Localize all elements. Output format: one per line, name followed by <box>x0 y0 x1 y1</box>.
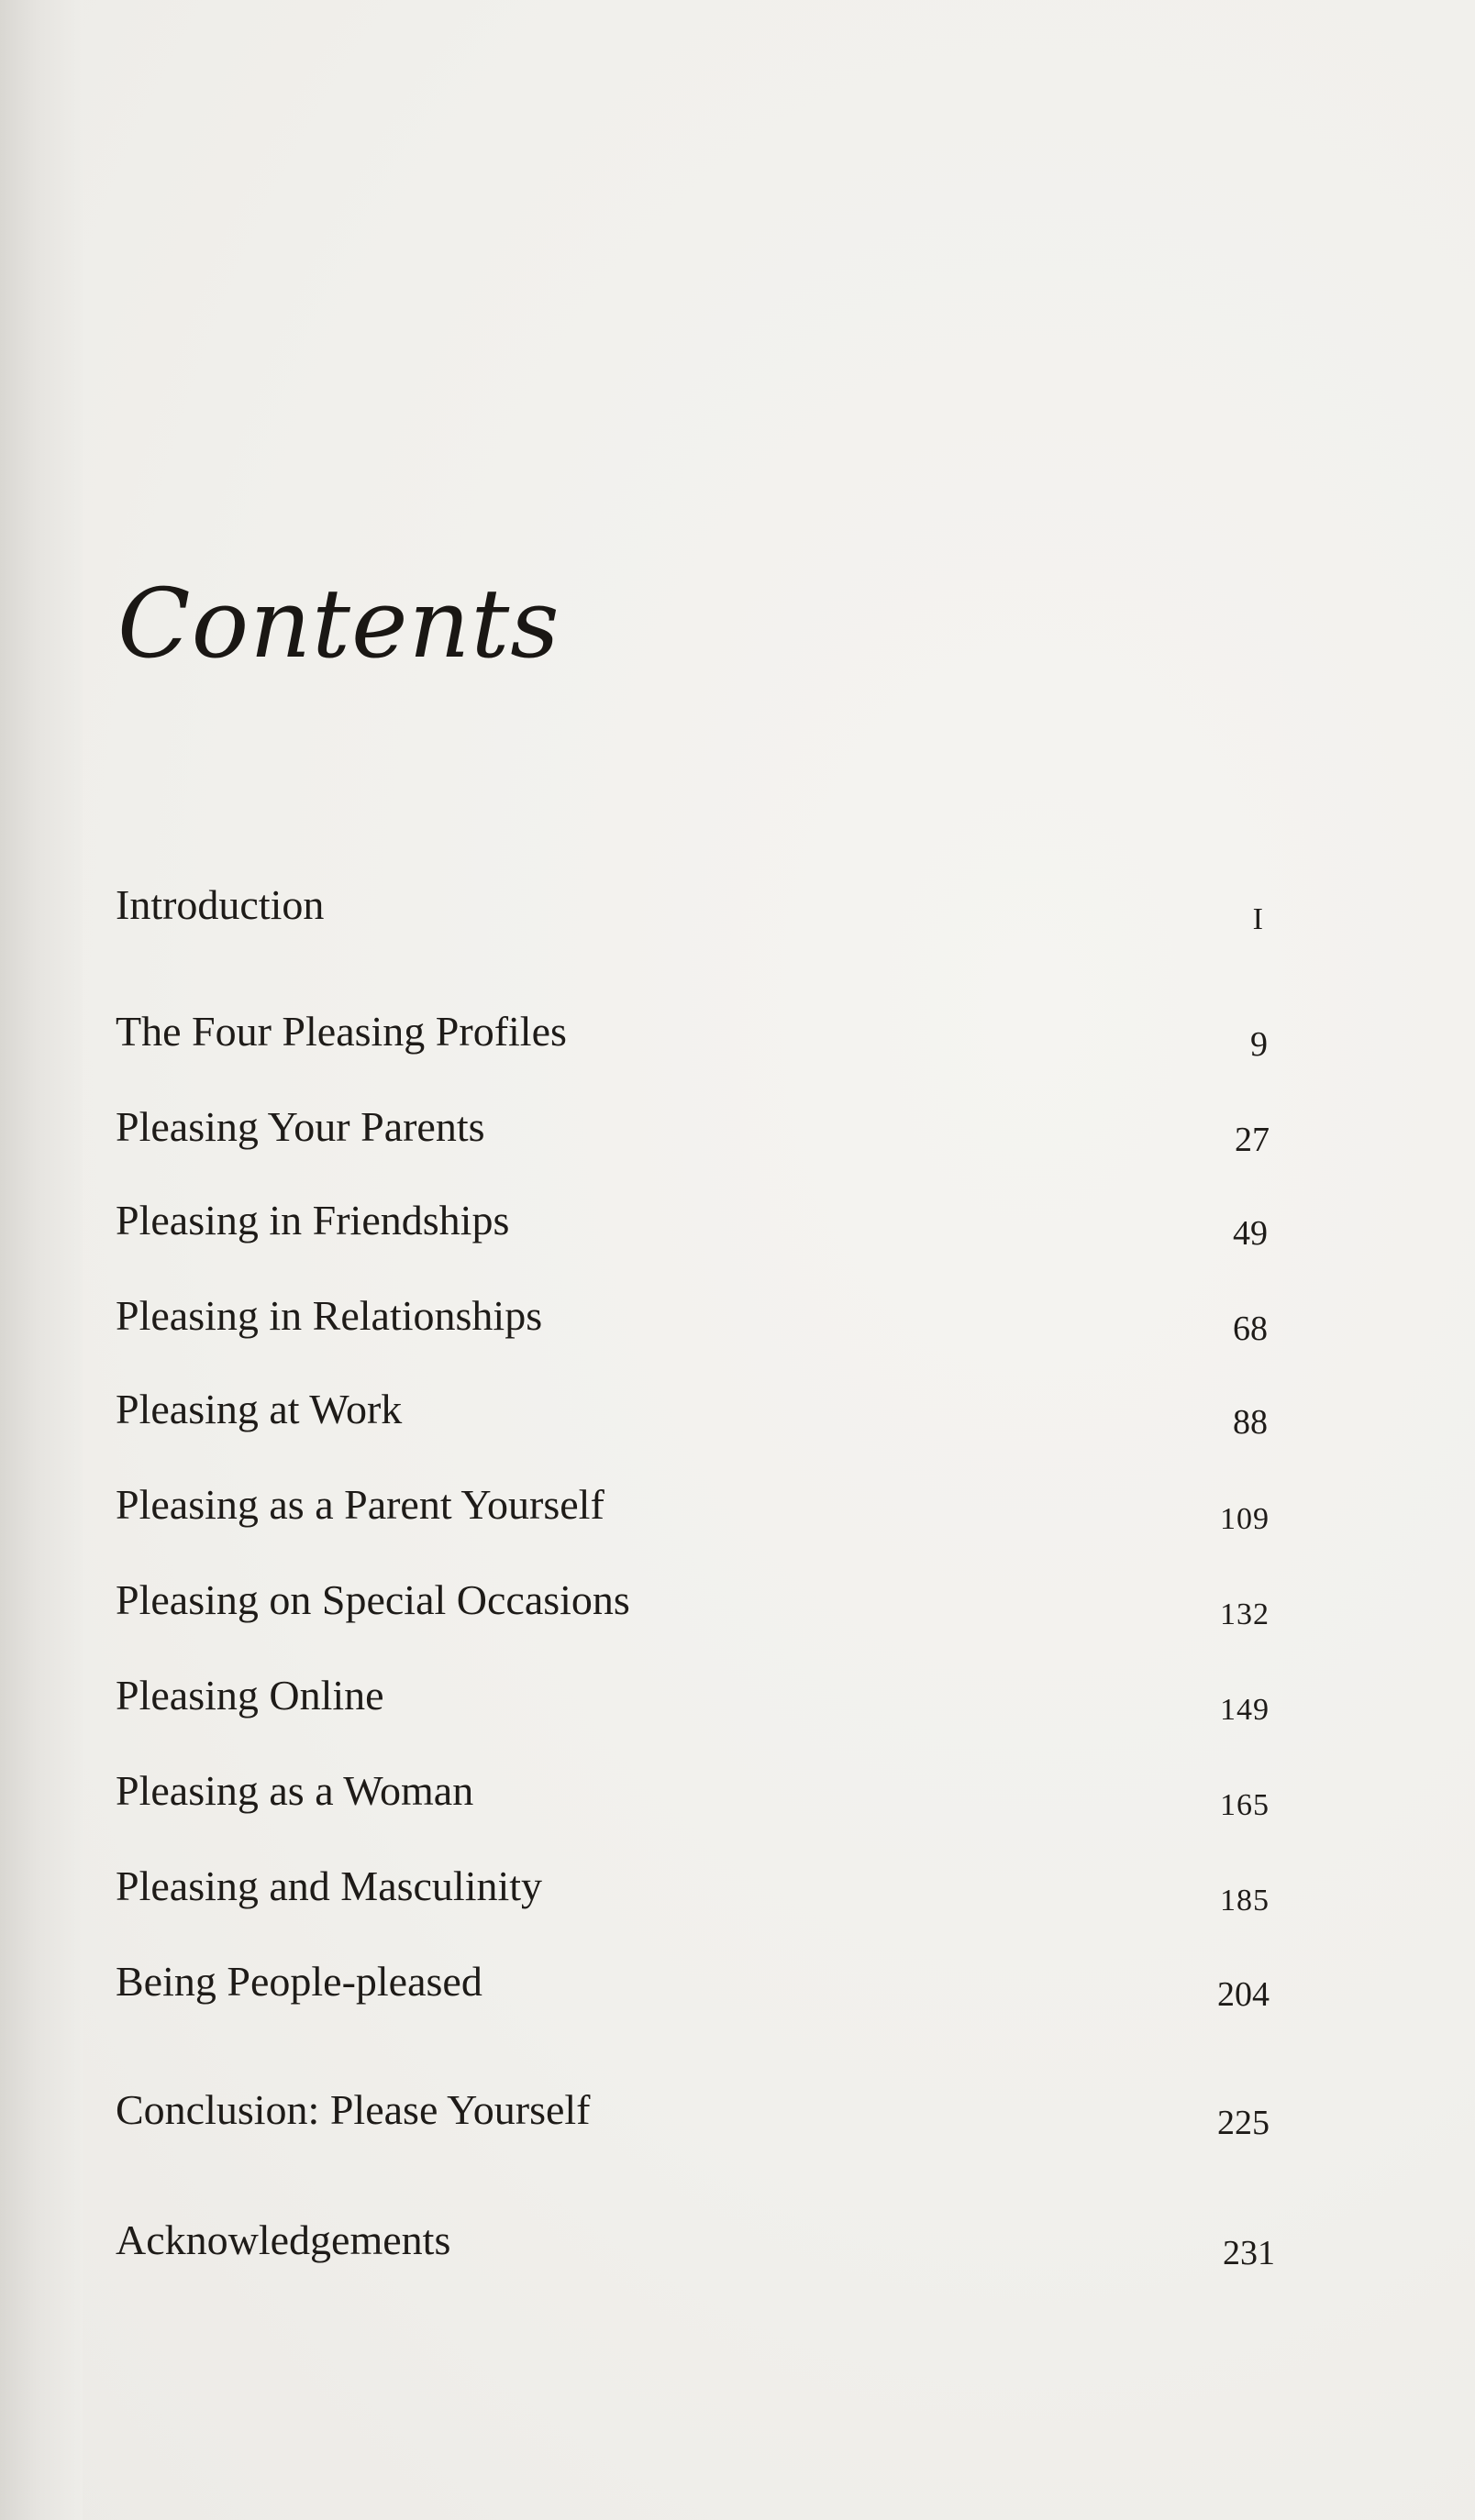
toc-entry-pleasing-your-parents <box>116 1103 1271 1161</box>
toc-entry-page: 185 <box>1220 1884 1270 1918</box>
toc-entry-title: Pleasing as a Woman <box>116 1767 474 1814</box>
toc-entry-four-pleasing-profiles <box>116 1008 1271 1066</box>
toc-entry-page: 149 <box>1220 1693 1270 1727</box>
toc-entry-title: Pleasing at Work <box>116 1386 403 1432</box>
toc-entry-page: 225 <box>1217 2104 1270 2142</box>
toc-entry-title: Pleasing in Friendships <box>116 1197 510 1243</box>
toc-entry-title: Pleasing as a Parent Yourself <box>116 1481 604 1528</box>
toc-entry-pleasing-as-a-woman <box>116 1767 1271 1825</box>
toc-entry-pleasing-at-work <box>116 1388 1271 1443</box>
page-gutter <box>0 0 83 2520</box>
toc-entry-acknowledgements <box>116 2216 1275 2274</box>
toc-entry-page: 204 <box>1217 1975 1270 2014</box>
toc-entry-pleasing-in-relationships <box>116 1292 1271 1350</box>
toc-entry-pleasing-online <box>116 1674 1271 1730</box>
toc-entry-title: Pleasing on Special Occasions <box>116 1576 630 1623</box>
toc-entry-conclusion <box>116 2086 1271 2144</box>
toc-entry-page: 49 <box>1233 1214 1268 1253</box>
toc-entry-page: 231 <box>1223 2234 1275 2272</box>
toc-entry-page: 68 <box>1233 1310 1268 1348</box>
page-title: Contents <box>117 568 560 680</box>
toc-entry-title: Pleasing Online <box>116 1672 384 1719</box>
toc-entry-page: 109 <box>1220 1502 1270 1536</box>
toc-entry-pleasing-in-friendships <box>116 1199 1271 1254</box>
toc-entry-pleasing-as-a-parent-yourself <box>116 1481 1271 1539</box>
toc-entry-title: Introduction <box>116 881 325 928</box>
toc-entry-pleasing-and-masculinity <box>116 1862 1271 1920</box>
toc-entry-being-people-pleased <box>116 1958 1271 2016</box>
toc-entry-title: Pleasing Your Parents <box>116 1103 485 1150</box>
toc-entry-title: Being People-pleased <box>116 1958 482 2005</box>
toc-entry-title: Pleasing in Relationships <box>116 1292 543 1339</box>
toc-entry-title: Conclusion: Please Yourself <box>116 2086 591 2133</box>
toc-entry-introduction <box>116 881 1271 939</box>
toc-entry-title: Pleasing and Masculinity <box>116 1862 543 1909</box>
toc-entry-page: 132 <box>1220 1597 1270 1631</box>
toc-entry-pleasing-on-special-occasions <box>116 1576 1271 1634</box>
toc-entry-page: 9 <box>1250 1025 1268 1064</box>
toc-entry-title: The Four Pleasing Profiles <box>116 1008 567 1055</box>
toc-entry-title: Acknowledgements <box>116 2216 451 2263</box>
toc-entry-page: 88 <box>1233 1403 1268 1442</box>
toc-entry-page: 27 <box>1235 1121 1270 1159</box>
toc-entry-page: 165 <box>1220 1788 1270 1822</box>
toc-entry-page: I <box>1252 902 1264 936</box>
